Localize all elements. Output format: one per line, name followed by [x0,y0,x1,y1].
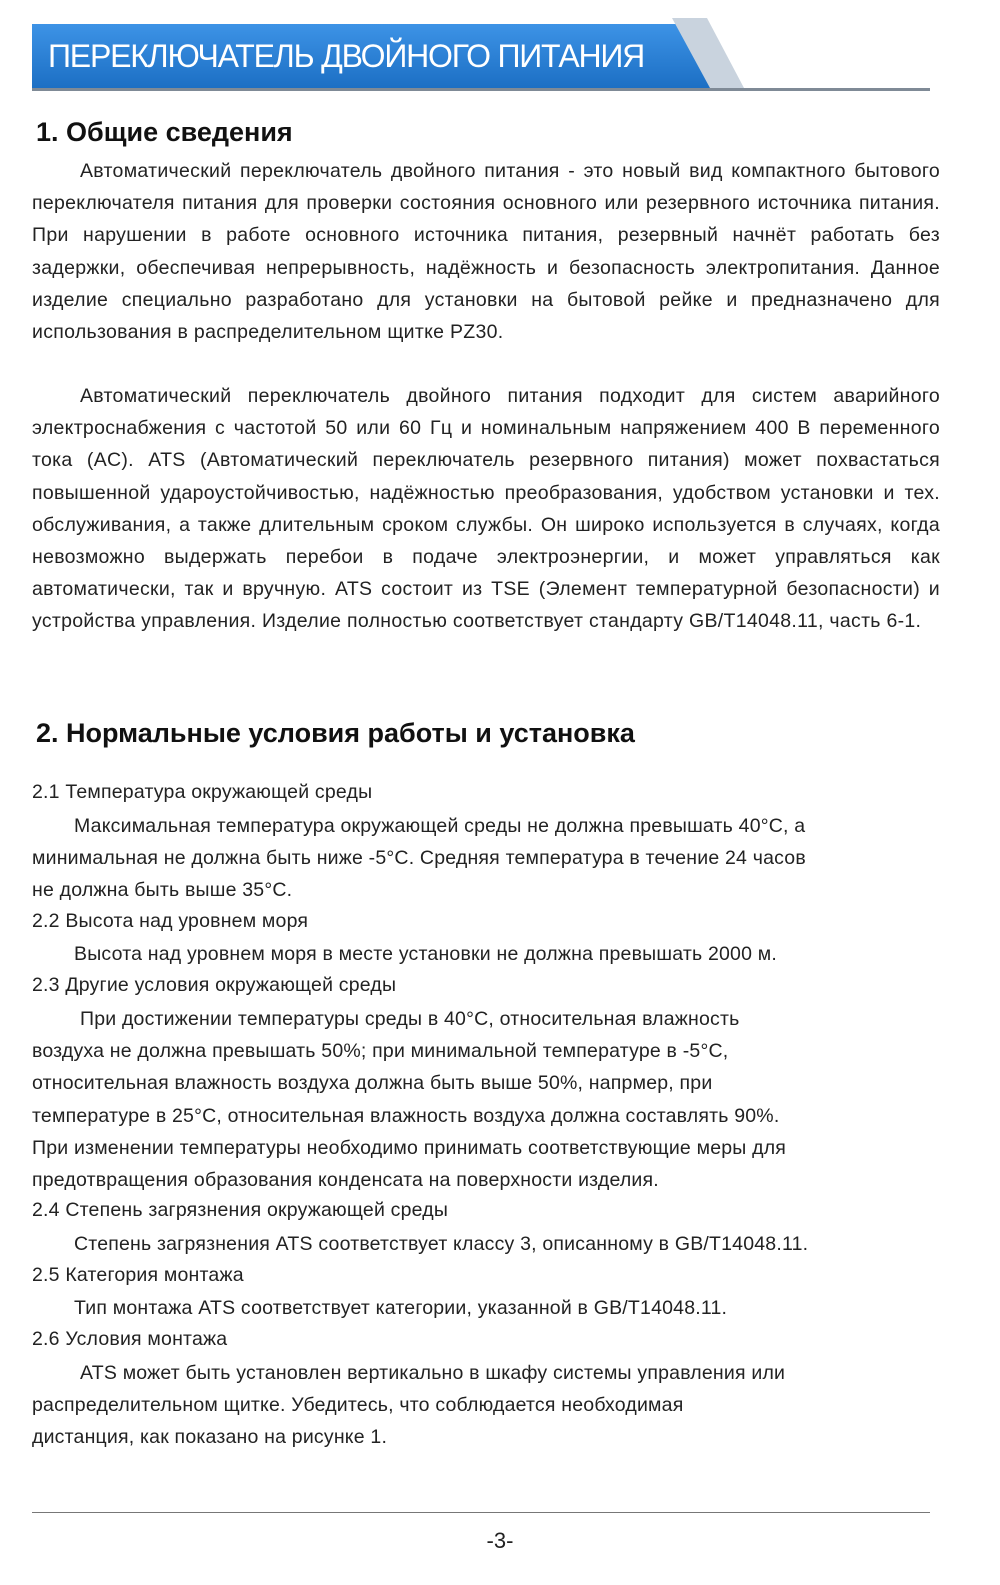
text-line: предотвращения образования конденсата на поверхности изделия. [32,1169,659,1192]
section-1-paragraph-2: Автоматический переключатель двойного питания подходит для систем аварийного электроснабжения с частотой 50 или 60 Гц и номинальным напряжением 400 В переменного тока (AC). ATS (Автоматический переключатель резервного питания) может похвастаться повышенной ударoустойчивостью, надёжностью преобразования, удобством установки и тех. обслуживания, а также длительным сроком службы. Он широко используется в случаях, когда невозможно выдержать перебои в подаче электроэнергии, и может управляться как автоматически, так и вручную. ATS состоит из TSE (Элемент температурной безопасности) и устройства управления. Изделие полностью соответствует стандарту GB/T14048.11, часть 6-1. [32,385,940,633]
subsection-2-6-title: 2.6 Условия монтажа [32,1328,228,1350]
footer-divider [32,1512,930,1513]
text-line: При изменении температуры необходимо принимать соответствующие меры для [32,1136,787,1159]
subsection-2-2-text [32,938,937,970]
text-line: Тип монтажа ATS соответствует категории, указанной в GB/T14048.11. [74,1297,728,1319]
subsection-2-5-title: 2.5 Категория монтажа [32,1264,244,1286]
subsection-2-6-text [32,1357,937,1454]
text-line: относительная влажность воздуха должна быть выше 50%, напрмер, при [32,1072,713,1095]
text-line: воздуха не должна превышать 50%; при минимальной температуре в -5°С, [32,1040,729,1063]
section-1-paragraph-1: Автоматический переключатель двойного питания - это новый вид компактного бытового переключателя питания для проверки состояния основного или резервного источника питания. При нарушении в работе основного источника питания, резервный начнёт работать без задержки, обеспечивая непрерывность, надёжность и безопасность электропитания. Данное изделие специально разработано для установки на бытовой рейке и предназначено для использования в распределительном щитке PZ30. [32,160,940,344]
text-line: распределительном щитке. Убедитесь, что соблюдается необходимая [32,1394,684,1417]
text-line: Высота над уровнем моря в месте установки не должна превышать 2000 м. [74,943,777,965]
text-line: Максимальная температура окружающей среды не должна превышать 40°С, а [74,815,806,837]
text-line: ATS может быть установлен вертикально в шкафу системы управления или [80,1362,786,1384]
subsection-2-3-text [32,1003,937,1196]
subsection-2-1-title: 2.1 Температура окружающей среды [32,781,373,803]
subsection-2-3-title: 2.3 Другие условия окружающей среды [32,974,397,996]
section-1-heading: 1. Общие сведения [36,117,293,147]
text-line: Степень загрязнения ATS соответствует классу 3, описанному в GB/T14048.11. [74,1233,809,1255]
subsection-2-4-title: 2.4 Степень загрязнения окружающей среды [32,1199,449,1221]
subsection-2-2-title: 2.2 Высота над уровнем моря [32,910,309,932]
section-2-heading: 2. Нормальные условия работы и установка [36,718,635,748]
subsection-2-1-text [32,810,937,907]
page-number: -3- [486,1528,514,1553]
header-banner [32,16,932,94]
text-line: дистанция, как показано на рисунке 1. [32,1426,388,1449]
text-line: При достижении температуры среды в 40°С, относительная влажность [80,1008,740,1030]
subsection-2-4-text [32,1228,937,1260]
text-line: минимальная не должна быть ниже -5°С. Средняя температура в течение 24 часов [32,847,806,870]
text-line: не должна быть выше 35°С. [32,879,293,902]
text-line: температуре в 25°С, относительная влажность воздуха должна составлять 90%. [32,1104,780,1127]
banner-title: ПЕРЕКЛЮЧАТЕЛЬ ДВОЙНОГО ПИТАНИЯ [48,38,645,74]
subsection-2-5-text [32,1292,937,1324]
